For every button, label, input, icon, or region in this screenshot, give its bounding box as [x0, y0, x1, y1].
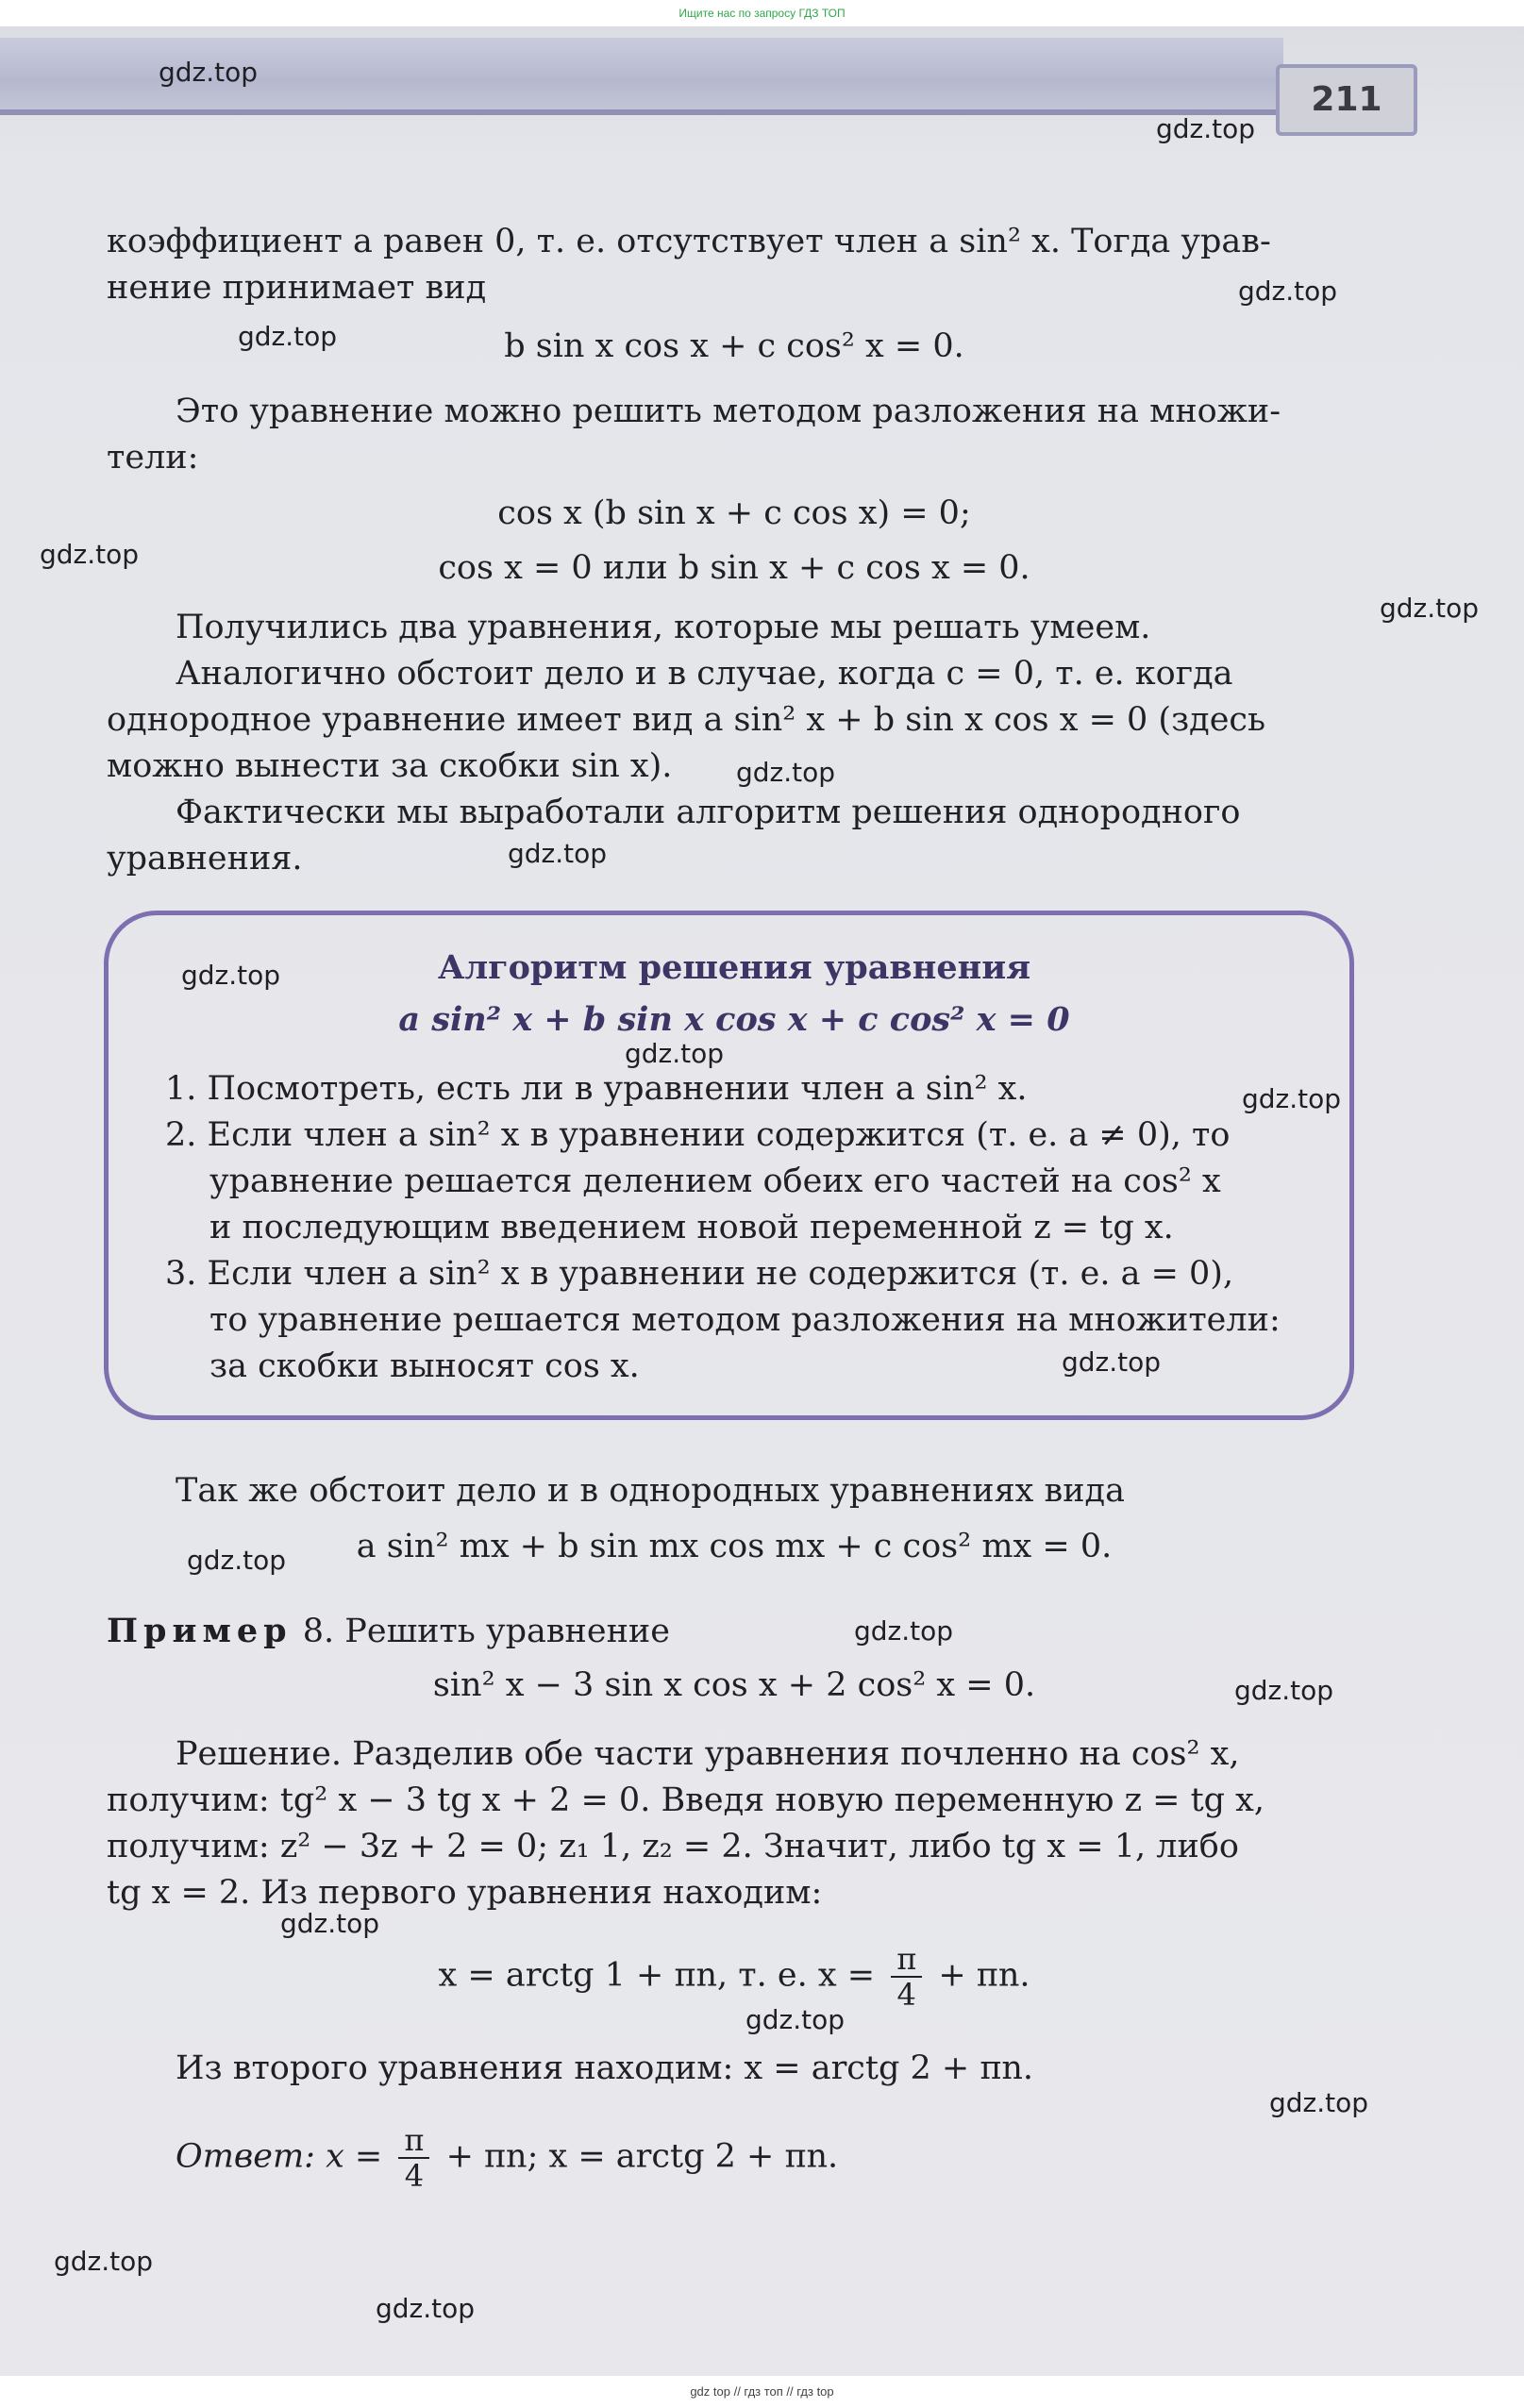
answer-right: + πn; x = arctg 2 + πn. — [445, 2137, 839, 2176]
watermark: gdz.top — [1380, 593, 1480, 624]
watermark: gdz.top — [159, 57, 259, 88]
paragraph-line: Аналогично обстоит дело и в случае, когда c = 0, т. е. когда — [176, 655, 1233, 693]
solution-line: Решение. Разделив обе части уравнения почленно на cos² x, — [176, 1735, 1240, 1773]
watermark: gdz.top — [736, 757, 836, 788]
equation: cos x (b sin x + c cos x) = 0; — [497, 494, 971, 532]
paragraph-line: уравнения. — [107, 840, 303, 878]
solution-line: получим: tg² x − 3 tg x + 2 = 0. Введя новую переменную z = tg x, — [107, 1781, 1265, 1819]
example-text: 8. Решить уравнение — [302, 1613, 670, 1650]
pi-over-4 — [398, 2123, 429, 2193]
algorithm-step: то уравнение решается методом разложения на множители: — [209, 1301, 1281, 1339]
watermark: gdz.top — [54, 2246, 154, 2277]
watermark: gdz.top — [854, 1615, 954, 1647]
fraction-numerator: π — [891, 1942, 922, 1978]
paragraph-line: Так же обстоит дело и в однородных уравнениях вида — [176, 1472, 1125, 1510]
fraction-numerator: π — [398, 2123, 429, 2159]
equation: cos x = 0 или b sin x + c cos x = 0. — [438, 549, 1030, 587]
watermark: gdz.top — [280, 1908, 380, 1939]
fraction-denominator: 4 — [896, 1977, 916, 2013]
top-banner[interactable]: Ищите нас по запросу ГДЗ ТОП — [678, 7, 846, 20]
algorithm-formula: a sin² x + b sin x cos x + c cos² x = 0 — [398, 1000, 1070, 1039]
equation-fraction — [107, 1942, 1362, 2012]
watermark: gdz.top — [625, 1038, 725, 1069]
example-heading — [107, 1608, 1362, 1655]
watermark: gdz.top — [1156, 113, 1256, 144]
paragraph-line: нение принимает вид — [107, 269, 487, 307]
algorithm-step: 3. Если член a sin² x в уравнении не содержится (т. е. a = 0), — [165, 1255, 1234, 1293]
equation-right: + πn. — [938, 1956, 1030, 1995]
watermark: gdz.top — [376, 2293, 476, 2324]
algorithm-step: уравнение решается делением обеих его частей на cos² x — [209, 1162, 1221, 1200]
pi-over-4 — [891, 1942, 922, 2012]
algorithm-step: 1. Посмотреть, есть ли в уравнении член a sin² x. — [165, 1070, 1028, 1108]
bottom-banner[interactable]: gdz top // гдз топ // гдз top — [690, 2384, 834, 2399]
equation: b sin x cos x + c cos² x = 0. — [504, 327, 964, 365]
answer-left: Ответ: x = — [176, 2137, 383, 2176]
paragraph-line: однородное уравнение имеет вид a sin² x + b sin x cos x = 0 (здесь — [107, 701, 1266, 739]
watermark: gdz.top — [1238, 276, 1338, 307]
answer-line — [176, 2123, 1431, 2193]
watermark: gdz.top — [181, 960, 281, 991]
algorithm-title: Алгоритм решения уравнения — [437, 948, 1031, 987]
watermark: gdz.top — [1234, 1675, 1334, 1706]
algorithm-step: 2. Если член a sin² x в уравнении содержится (т. е. a ≠ 0), то — [165, 1116, 1231, 1154]
watermark: gdz.top — [745, 2004, 846, 2035]
equation: a sin² mx + b sin mx cos mx + c cos² mx = 0. — [356, 1528, 1113, 1565]
solution-line: tg x = 2. Из первого уравнения находим: — [107, 1874, 823, 1912]
paragraph-line: можно вынести за скобки sin x). — [107, 747, 673, 785]
fraction-denominator: 4 — [404, 2158, 425, 2194]
watermark: gdz.top — [1242, 1083, 1342, 1114]
watermark: gdz.top — [1269, 2087, 1369, 2118]
watermark: gdz.top — [40, 539, 140, 570]
watermark: gdz.top — [238, 321, 338, 352]
watermark: gdz.top — [187, 1545, 287, 1576]
example-label: Пример — [107, 1612, 293, 1650]
algorithm-step: за скобки выносят cos x. — [209, 1347, 640, 1385]
equation: sin² x − 3 sin x cos x + 2 cos² x = 0. — [432, 1666, 1036, 1704]
paragraph-line: Это уравнение можно решить методом разложения на множи- — [176, 393, 1281, 430]
paragraph-line: Получились два уравнения, которые мы решать умеем. — [176, 609, 1151, 646]
equation-left: x = arctg 1 + πn, т. е. x = — [438, 1956, 876, 1995]
paragraph-line: тели: — [107, 439, 199, 477]
paragraph-line: коэффициент a равен 0, т. е. отсутствует член a sin² x. Тогда урав- — [107, 223, 1271, 260]
algorithm-step: и последующим введением новой переменной z = tg x. — [209, 1209, 1174, 1246]
paragraph-line: Фактически мы выработали алгоритм решения однородного — [176, 794, 1241, 831]
watermark: gdz.top — [1062, 1346, 1162, 1378]
page-number: 211 — [1276, 64, 1417, 136]
solution-line: получим: z² − 3z + 2 = 0; z₁ 1, z₂ = 2. Значит, либо tg x = 1, либо — [107, 1828, 1239, 1865]
watermark: gdz.top — [508, 838, 608, 869]
paragraph-line: Из второго уравнения находим: x = arctg 2 + πn. — [176, 2049, 1034, 2087]
